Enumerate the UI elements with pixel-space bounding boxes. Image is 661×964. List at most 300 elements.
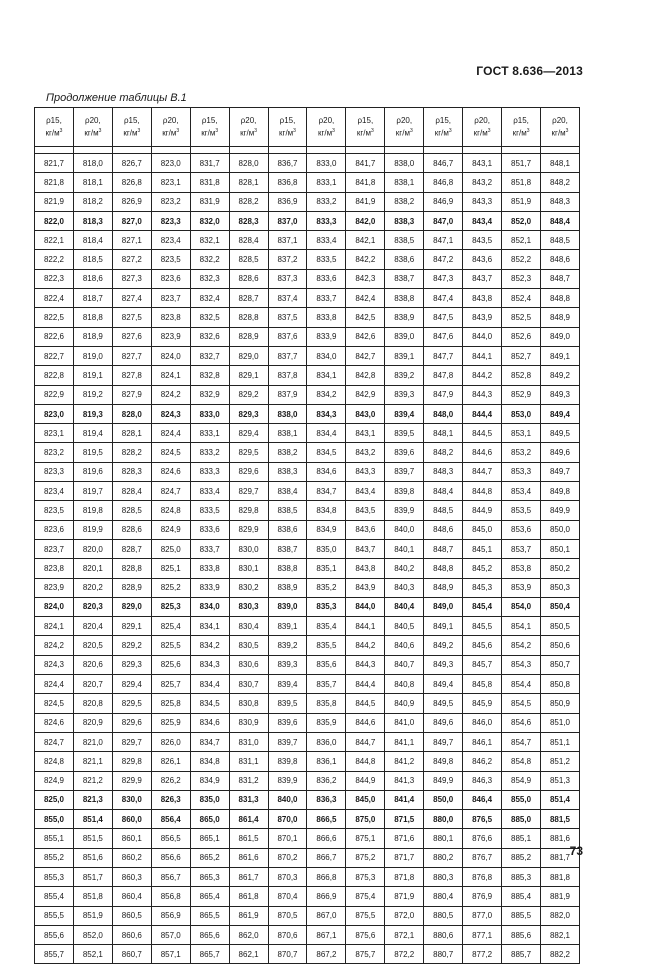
table-cell: 823,7 — [151, 289, 190, 308]
table-cell: 823,5 — [35, 501, 74, 520]
spacer-cell — [307, 147, 346, 154]
table-cell: 885,0 — [502, 810, 541, 829]
table-cell: 834,8 — [307, 501, 346, 520]
table-cell: 849,0 — [540, 327, 579, 346]
column-symbol: ρ15, — [435, 115, 452, 125]
table-cell: 820,9 — [73, 713, 112, 732]
table-cell: 823,9 — [35, 578, 74, 597]
table-cell: 832,5 — [190, 308, 229, 327]
table-cell: 838,2 — [268, 443, 307, 462]
table-row — [35, 655, 580, 674]
table-cell: 846,7 — [424, 154, 463, 173]
table-cell: 829,2 — [229, 385, 268, 404]
table-cell: 866,6 — [307, 829, 346, 848]
table-cell: 833,8 — [190, 559, 229, 578]
table-body — [35, 147, 580, 964]
table-cell: 850,7 — [540, 655, 579, 674]
table-cell: 828,3 — [229, 211, 268, 230]
table-cell: 880,0 — [424, 810, 463, 829]
table-cell: 850,2 — [540, 559, 579, 578]
column-unit — [113, 126, 151, 139]
table-cell: 880,7 — [424, 945, 463, 964]
table-cell: 823,8 — [151, 308, 190, 327]
table-cell: 838,7 — [385, 269, 424, 288]
table-cell: 828,4 — [112, 482, 151, 501]
table-cell: 820,5 — [73, 636, 112, 655]
table-cell: 837,3 — [268, 269, 307, 288]
table-cell: 844,5 — [346, 694, 385, 713]
table-cell: 853,1 — [502, 424, 541, 443]
table-cell: 830,6 — [229, 655, 268, 674]
column-unit-text: кг/м — [473, 128, 488, 138]
table-cell: 845,9 — [463, 694, 502, 713]
table-cell: 837,0 — [268, 211, 307, 230]
table-cell: 825,6 — [151, 655, 190, 674]
table-cell: 855,6 — [35, 925, 74, 944]
table-cell: 861,5 — [229, 829, 268, 848]
document-id: ГОСТ 8.636—2013 — [476, 64, 583, 78]
table-cell: 823,7 — [35, 539, 74, 558]
table-row — [35, 289, 580, 308]
table-cell: 819,9 — [73, 520, 112, 539]
table-cell: 860,4 — [112, 887, 151, 906]
table-cell: 832,7 — [190, 346, 229, 365]
table-cell: 825,5 — [151, 636, 190, 655]
table-cell: 854,4 — [502, 675, 541, 694]
column-unit-text: кг/м — [84, 128, 99, 138]
table-cell: 840,0 — [268, 790, 307, 809]
table-cell: 853,4 — [502, 482, 541, 501]
table-cell: 823,1 — [151, 173, 190, 192]
table-cell: 821,2 — [73, 771, 112, 790]
table-cell: 820,7 — [73, 675, 112, 694]
table-cell: 827,9 — [112, 385, 151, 404]
table-cell: 828,9 — [229, 327, 268, 346]
table-cell: 875,2 — [346, 848, 385, 867]
table-cell: 842,1 — [346, 231, 385, 250]
table-row — [35, 810, 580, 829]
table-cell: 824,1 — [35, 617, 74, 636]
table-cell: 829,5 — [112, 694, 151, 713]
table-row — [35, 752, 580, 771]
table-cell: 821,3 — [73, 790, 112, 809]
table-cell: 885,7 — [502, 945, 541, 964]
table-cell: 849,2 — [424, 636, 463, 655]
table-cell: 872,2 — [385, 945, 424, 964]
table-row — [35, 443, 580, 462]
table-row — [35, 636, 580, 655]
column-header — [190, 108, 229, 147]
table-cell: 851,0 — [540, 713, 579, 732]
table-cell: 865,7 — [190, 945, 229, 964]
table-cell: 841,7 — [346, 154, 385, 173]
table-cell: 841,3 — [385, 771, 424, 790]
column-header — [424, 108, 463, 147]
table-cell: 854,8 — [502, 752, 541, 771]
table-cell: 860,3 — [112, 867, 151, 886]
table-cell: 828,0 — [229, 154, 268, 173]
table-cell: 822,3 — [35, 269, 74, 288]
table-cell: 882,0 — [540, 906, 579, 925]
table-cell: 827,8 — [112, 366, 151, 385]
table-cell: 876,8 — [463, 867, 502, 886]
table-cell: 875,0 — [346, 810, 385, 829]
table-cell: 824,9 — [151, 520, 190, 539]
column-header — [229, 108, 268, 147]
table-cell: 833,3 — [190, 462, 229, 481]
table-cell: 836,2 — [307, 771, 346, 790]
table-cell: 870,0 — [268, 810, 307, 829]
table-row — [35, 462, 580, 481]
table-cell: 871,7 — [385, 848, 424, 867]
table-cell: 855,5 — [35, 906, 74, 925]
table-cell: 823,3 — [35, 462, 74, 481]
table-cell: 836,0 — [307, 732, 346, 751]
column-unit-text: кг/м — [317, 128, 333, 138]
table-cell: 843,3 — [346, 462, 385, 481]
table-cell: 846,1 — [463, 732, 502, 751]
table-cell: 852,7 — [502, 346, 541, 365]
table-cell: 822,8 — [35, 366, 74, 385]
table-cell: 837,7 — [268, 346, 307, 365]
table-cell: 849,8 — [424, 752, 463, 771]
table-cell: 822,1 — [35, 231, 74, 250]
table-cell: 844,5 — [463, 424, 502, 443]
column-unit — [463, 126, 501, 139]
table-cell: 840,3 — [385, 578, 424, 597]
table-cell: 822,4 — [35, 289, 74, 308]
column-unit-exponent: 3 — [409, 127, 413, 134]
table-cell: 847,1 — [424, 231, 463, 250]
table-cell: 830,4 — [229, 617, 268, 636]
table-cell: 881,7 — [540, 848, 579, 867]
table-cell: 870,7 — [268, 945, 307, 964]
table-cell: 824,1 — [151, 366, 190, 385]
table-cell: 835,6 — [307, 655, 346, 674]
table-cell: 823,9 — [151, 327, 190, 346]
table-cell: 844,8 — [463, 482, 502, 501]
table-cell: 850,6 — [540, 636, 579, 655]
table-cell: 851,6 — [73, 848, 112, 867]
table-cell: 838,5 — [385, 231, 424, 250]
table-cell: 818,2 — [73, 192, 112, 211]
table-cell: 820,6 — [73, 655, 112, 674]
table-cell: 857,1 — [151, 945, 190, 964]
table-cell: 833,7 — [190, 539, 229, 558]
table-cell: 848,0 — [424, 404, 463, 423]
table-cell: 840,1 — [385, 539, 424, 558]
column-header — [73, 108, 112, 147]
table-row — [35, 250, 580, 269]
table-cell: 830,0 — [229, 539, 268, 558]
table-cell: 885,4 — [502, 887, 541, 906]
table-cell: 877,1 — [463, 925, 502, 944]
spacer-cell — [502, 147, 541, 154]
table-cell: 847,4 — [424, 289, 463, 308]
table-cell: 849,9 — [540, 501, 579, 520]
table-cell: 845,8 — [463, 675, 502, 694]
table-cell: 839,8 — [385, 482, 424, 501]
table-cell: 849,6 — [540, 443, 579, 462]
table-cell: 847,3 — [424, 269, 463, 288]
table-cell: 839,6 — [268, 713, 307, 732]
table-cell: 838,9 — [385, 308, 424, 327]
table-cell: 849,5 — [424, 694, 463, 713]
table-cell: 823,0 — [151, 154, 190, 173]
table-cell: 829,5 — [229, 443, 268, 462]
table-cell: 855,1 — [35, 829, 74, 848]
table-cell: 851,8 — [73, 887, 112, 906]
table-cell: 839,4 — [268, 675, 307, 694]
table-cell: 838,0 — [268, 404, 307, 423]
table-cell: 829,7 — [112, 732, 151, 751]
table-cell: 847,2 — [424, 250, 463, 269]
table-cell: 825,7 — [151, 675, 190, 694]
table-cell: 825,0 — [151, 539, 190, 558]
table-cell: 849,9 — [424, 771, 463, 790]
table-cell: 846,8 — [424, 173, 463, 192]
table-cell: 885,3 — [502, 867, 541, 886]
table-cell: 846,9 — [424, 192, 463, 211]
table-cell: 828,2 — [112, 443, 151, 462]
table-cell: 829,6 — [229, 462, 268, 481]
table-cell: 831,0 — [229, 732, 268, 751]
table-cell: 850,4 — [540, 597, 579, 616]
table-cell: 849,7 — [424, 732, 463, 751]
table-cell: 834,2 — [190, 636, 229, 655]
table-row — [35, 597, 580, 616]
column-unit-text: кг/м — [395, 128, 410, 138]
density-table — [34, 107, 580, 964]
table-cell: 827,4 — [112, 289, 151, 308]
table-cell: 875,4 — [346, 887, 385, 906]
table-cell: 842,8 — [346, 366, 385, 385]
table-cell: 871,9 — [385, 887, 424, 906]
column-symbol: ρ20, — [552, 115, 568, 125]
table-cell: 850,0 — [424, 790, 463, 809]
table-cell: 835,8 — [307, 694, 346, 713]
table-cell: 840,0 — [385, 520, 424, 539]
table-cell: 850,0 — [540, 520, 579, 539]
column-symbol: ρ20, — [318, 115, 335, 125]
table-cell: 865,4 — [190, 887, 229, 906]
table-cell: 885,6 — [502, 925, 541, 944]
table-cell: 833,9 — [307, 327, 346, 346]
table-cell: 819,5 — [73, 443, 112, 462]
table-cell: 848,3 — [424, 462, 463, 481]
table-cell: 834,8 — [190, 752, 229, 771]
table-cell: 843,0 — [346, 404, 385, 423]
table-cell: 846,4 — [463, 790, 502, 809]
table-cell: 867,2 — [307, 945, 346, 964]
table-cell: 885,1 — [502, 829, 541, 848]
spacer-cell — [385, 147, 424, 154]
table-cell: 848,4 — [540, 211, 579, 230]
table-cell: 851,7 — [73, 867, 112, 886]
table-cell: 828,8 — [112, 559, 151, 578]
table-cell: 854,3 — [502, 655, 541, 674]
table-cell: 833,1 — [307, 173, 346, 192]
table-cell: 838,5 — [268, 501, 307, 520]
table-cell: 830,2 — [229, 578, 268, 597]
table-cell: 837,1 — [268, 231, 307, 250]
table-cell: 881,6 — [540, 829, 579, 848]
table-cell: 828,7 — [112, 539, 151, 558]
table-cell: 853,2 — [502, 443, 541, 462]
table-cell: 876,9 — [463, 887, 502, 906]
header-spacer-row — [35, 147, 580, 154]
table-cell: 856,8 — [151, 887, 190, 906]
table-cell: 845,7 — [463, 655, 502, 674]
table-cell: 839,7 — [268, 732, 307, 751]
table-row — [35, 848, 580, 867]
table-cell: 856,4 — [151, 810, 190, 829]
table-cell: 853,0 — [502, 404, 541, 423]
table-cell: 833,7 — [307, 289, 346, 308]
table-row — [35, 559, 580, 578]
table-cell: 839,9 — [268, 771, 307, 790]
table-cell: 848,1 — [540, 154, 579, 173]
table-cell: 850,5 — [540, 617, 579, 636]
table-cell: 842,9 — [346, 385, 385, 404]
table-cell: 837,5 — [268, 308, 307, 327]
column-unit — [74, 126, 112, 139]
table-cell: 850,3 — [540, 578, 579, 597]
table-cell: 832,8 — [190, 366, 229, 385]
table-cell: 824,3 — [151, 404, 190, 423]
table-cell: 824,7 — [35, 732, 74, 751]
table-cell: 828,1 — [229, 173, 268, 192]
table-cell: 839,2 — [385, 366, 424, 385]
table-cell: 849,4 — [540, 404, 579, 423]
table-cell: 824,8 — [151, 501, 190, 520]
table-cell: 845,0 — [346, 790, 385, 809]
table-cell: 839,9 — [385, 501, 424, 520]
table-cell: 843,4 — [346, 482, 385, 501]
table-cell: 833,9 — [190, 578, 229, 597]
table-cell: 819,6 — [73, 462, 112, 481]
table-cell: 835,9 — [307, 713, 346, 732]
table-cell: 834,6 — [190, 713, 229, 732]
table-cell: 843,6 — [346, 520, 385, 539]
table-cell: 818,3 — [73, 211, 112, 230]
table-cell: 840,9 — [385, 694, 424, 713]
column-header — [307, 108, 346, 147]
table-cell: 880,4 — [424, 887, 463, 906]
table-cell: 825,4 — [151, 617, 190, 636]
table-cell: 837,9 — [268, 385, 307, 404]
table-cell: 825,0 — [35, 790, 74, 809]
table-cell: 829,0 — [112, 597, 151, 616]
table-cell: 852,9 — [502, 385, 541, 404]
table-cell: 836,9 — [268, 192, 307, 211]
table-cell: 824,9 — [35, 771, 74, 790]
column-header — [540, 108, 579, 147]
table-cell: 848,9 — [424, 578, 463, 597]
table-cell: 851,8 — [502, 173, 541, 192]
table-cell: 829,7 — [229, 482, 268, 501]
spacer-cell — [73, 147, 112, 154]
table-cell: 843,9 — [346, 578, 385, 597]
table-cell: 870,5 — [268, 906, 307, 925]
table-cell: 848,5 — [540, 231, 579, 250]
table-cell: 840,5 — [385, 617, 424, 636]
table-cell: 871,5 — [385, 810, 424, 829]
column-unit — [230, 126, 268, 139]
table-cell: 827,0 — [112, 211, 151, 230]
table-row — [35, 327, 580, 346]
table-cell: 843,7 — [346, 539, 385, 558]
table-cell: 838,3 — [268, 462, 307, 481]
table-cell: 875,3 — [346, 867, 385, 886]
table-cell: 831,2 — [229, 771, 268, 790]
table-cell: 827,1 — [112, 231, 151, 250]
table-cell: 851,9 — [73, 906, 112, 925]
table-cell: 836,3 — [307, 790, 346, 809]
column-unit-text: кг/м — [551, 128, 566, 138]
table-cell: 833,1 — [190, 424, 229, 443]
table-cell: 830,5 — [229, 636, 268, 655]
table-cell: 867,0 — [307, 906, 346, 925]
table-cell: 830,3 — [229, 597, 268, 616]
column-unit-exponent: 3 — [98, 127, 102, 134]
table-cell: 844,1 — [463, 346, 502, 365]
table-cell: 837,2 — [268, 250, 307, 269]
column-unit-exponent: 3 — [332, 127, 335, 134]
table-cell: 824,6 — [35, 713, 74, 732]
table-row — [35, 829, 580, 848]
column-unit — [385, 126, 423, 139]
table-cell: 853,9 — [502, 578, 541, 597]
table-cell: 844,7 — [463, 462, 502, 481]
table-cell: 838,9 — [268, 578, 307, 597]
table-cell: 860,5 — [112, 906, 151, 925]
table-cell: 843,7 — [463, 269, 502, 288]
table-cell: 834,7 — [190, 732, 229, 751]
table-cell: 844,0 — [463, 327, 502, 346]
table-row — [35, 231, 580, 250]
table-cell: 848,1 — [424, 424, 463, 443]
table-cell: 837,6 — [268, 327, 307, 346]
table-cell: 824,5 — [151, 443, 190, 462]
column-unit-text: кг/м — [356, 128, 372, 138]
table-cell: 854,7 — [502, 732, 541, 751]
table-row — [35, 771, 580, 790]
column-header — [268, 108, 307, 147]
table-cell: 819,0 — [73, 346, 112, 365]
table-cell: 834,2 — [307, 385, 346, 404]
table-cell: 818,1 — [73, 173, 112, 192]
table-cell: 870,1 — [268, 829, 307, 848]
column-unit-exponent: 3 — [176, 127, 180, 134]
column-header — [502, 108, 541, 147]
table-cell: 825,3 — [151, 597, 190, 616]
table-cell: 828,8 — [229, 308, 268, 327]
table-cell: 860,1 — [112, 829, 151, 848]
table-cell: 838,6 — [385, 250, 424, 269]
table-cell: 865,1 — [190, 829, 229, 848]
table-cell: 819,7 — [73, 482, 112, 501]
table-cell: 826,0 — [151, 732, 190, 751]
table-cell: 841,9 — [346, 192, 385, 211]
table-cell: 839,7 — [385, 462, 424, 481]
table-cell: 852,0 — [73, 925, 112, 944]
table-cell: 824,0 — [151, 346, 190, 365]
table-cell: 827,3 — [112, 269, 151, 288]
table-cell: 866,8 — [307, 867, 346, 886]
table-cell: 862,0 — [229, 925, 268, 944]
table-cell: 839,5 — [385, 424, 424, 443]
